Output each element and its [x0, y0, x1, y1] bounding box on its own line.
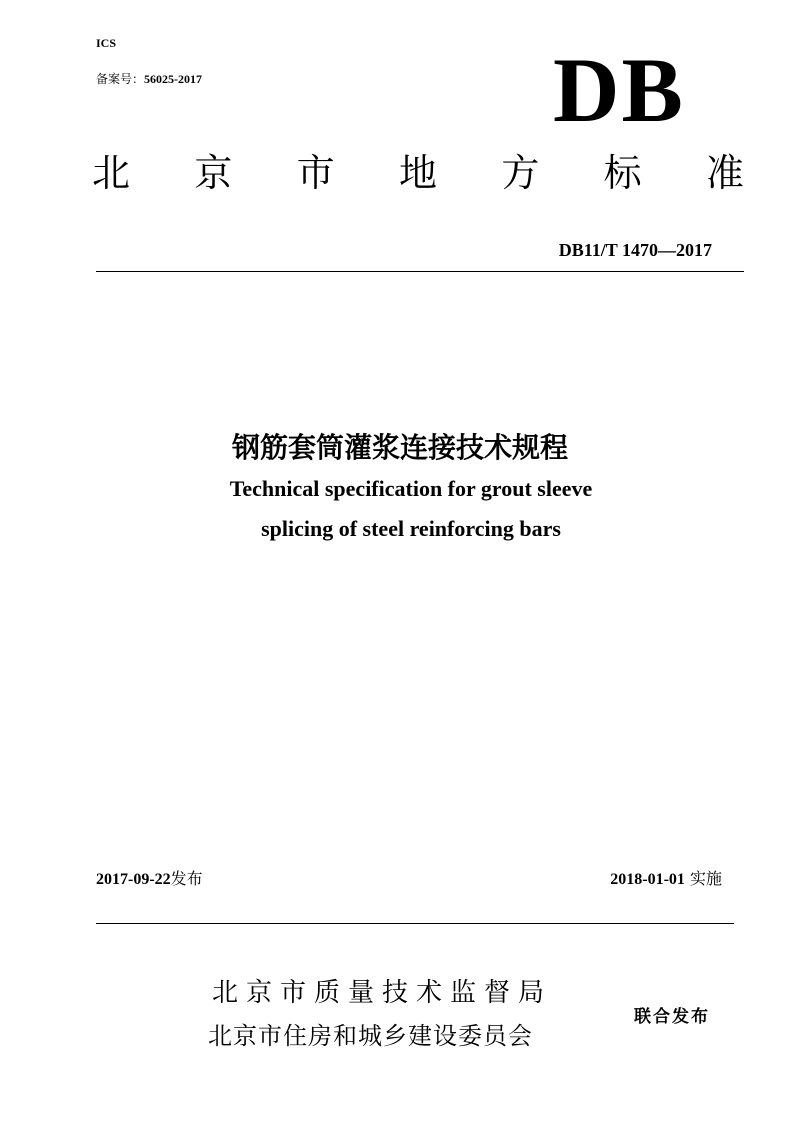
bottom-divider [96, 923, 734, 924]
issuer-1: 北京市质量技术监督局 [212, 978, 553, 1008]
title-chinese: 钢筋套筒灌浆连接技术规程 [231, 431, 568, 464]
category-char: 地 [398, 151, 437, 195]
issuer-2: 北京市住房和城乡建设委员会 [208, 1022, 533, 1050]
joint-release-label: 联合发布 [634, 1007, 710, 1027]
category-char: 标 [603, 151, 642, 195]
category-char: 市 [296, 151, 335, 195]
implement-label: 实施 [689, 869, 722, 888]
category-char: 方 [501, 151, 540, 195]
title-english-line2: splicing of steel reinforcing bars [261, 516, 561, 541]
db-logo: DB [553, 39, 685, 141]
issue-label: 发布 [170, 869, 203, 888]
implement-date-value: 2018-01-01 [610, 871, 685, 888]
standard-category [92, 142, 744, 197]
record-label: 备案号： [96, 72, 145, 86]
implementation-date [610, 866, 722, 889]
record-number [96, 70, 202, 87]
standard-code: DB11/T 1470—2017 [558, 240, 712, 260]
top-divider [96, 271, 744, 272]
category-char: 京 [194, 151, 233, 195]
category-char: 准 [705, 151, 744, 195]
issue-date-value: 2017-09-22 [96, 871, 171, 888]
title-english-line1: Technical specification for grout sleeve [229, 476, 593, 501]
record-number-value: 56025-2017 [144, 72, 203, 86]
ics-label: ICS [96, 36, 117, 50]
category-char: 北 [92, 151, 131, 195]
issue-date [96, 866, 203, 889]
